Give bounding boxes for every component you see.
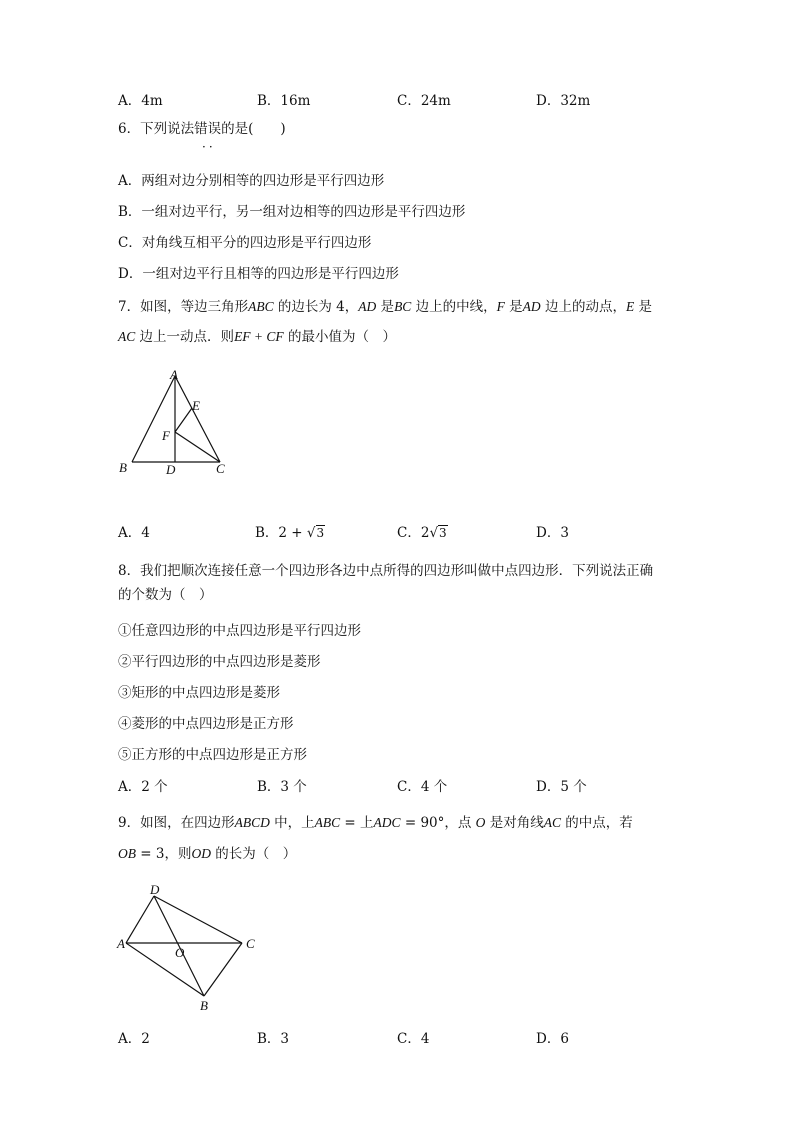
q8-statement-3: ③矩形的中点四边形是菱形 — [118, 685, 280, 701]
q9-label-a: A — [117, 936, 125, 951]
q8-statement-1: ①任意四边形的中点四边形是平行四边形 — [118, 623, 361, 639]
sqrt-symbol: √3 — [429, 525, 447, 541]
q8-statement-2: ②平行四边形的中点四边形是菱形 — [118, 654, 321, 670]
q5-option-b: B．16m — [257, 93, 311, 109]
q7-stem-line2: AC 边上一动点．则EF + CF 的最小值为（ ） — [118, 329, 396, 345]
q9-quadrilateral-figure — [112, 880, 272, 1016]
q7-option-d: D．3 — [536, 525, 569, 541]
q9-label-b: B — [200, 998, 208, 1013]
q9-stem-line2: OB = 3，则OD 的长为（ ） — [118, 846, 297, 862]
q7-stem-line1: 7．如图，等边三角形ABC 的边长为 4，AD 是BC 边上的中线，F 是AD 边上的动点，E 是 — [118, 299, 653, 315]
q9-option-d: D．6 — [536, 1031, 569, 1047]
q6-stem: 6．下列说法错误的是( ) — [118, 121, 286, 137]
q7-option-b: B．2 + √3 — [255, 525, 325, 541]
q8-option-d: D．5 个 — [536, 779, 587, 795]
q8-option-c: C．4 个 — [397, 779, 448, 795]
sqrt-symbol: √3 — [306, 525, 325, 541]
q9-option-c: C．4 — [397, 1031, 430, 1047]
q6-option-d: D．一组对边平行且相等的四边形是平行四边形 — [118, 266, 399, 282]
q6-option-c: C．对角线互相平分的四边形是平行四边形 — [118, 235, 372, 251]
q9-label-d: D — [150, 882, 160, 897]
q8-stem-line2: 的个数为（ ） — [118, 587, 213, 603]
q8-option-a: A．2 个 — [118, 779, 168, 795]
q7-label-b: B — [119, 460, 127, 475]
q7-label-a: A — [170, 368, 178, 382]
q5-option-a: A．4m — [118, 93, 163, 109]
q7-triangle-figure — [112, 368, 242, 480]
q7-label-c: C — [216, 461, 225, 476]
q7-option-c: C．2√3 — [397, 525, 447, 541]
q8-option-b: B．3 个 — [257, 779, 307, 795]
q6-option-a: A．两组对边分别相等的四边形是平行四边形 — [118, 173, 385, 189]
q6-option-b: B．一组对边平行，另一组对边相等的四边形是平行四边形 — [118, 204, 466, 220]
q7-label-f: F — [162, 428, 170, 443]
q7-label-d: D — [166, 462, 176, 477]
q6-emphasis-dots: ·· — [202, 140, 216, 154]
q9-label-c: C — [246, 936, 255, 951]
q7-label-e: E — [192, 398, 200, 413]
q8-statement-4: ④菱形的中点四边形是正方形 — [118, 716, 294, 732]
q8-stem-line1: 8．我们把顺次连接任意一个四边形各边中点所得的四边形叫做中点四边形．下列说法正确 — [118, 563, 654, 579]
q7-option-a: A．4 — [118, 525, 150, 541]
q5-option-c: C．24m — [397, 93, 451, 109]
q8-statement-5: ⑤正方形的中点四边形是正方形 — [118, 747, 307, 763]
q9-option-b: B．3 — [257, 1031, 290, 1047]
q9-label-o: O — [175, 945, 185, 960]
q9-stem-line1: 9．如图，在四边形ABCD 中，上ABC = 上ADC = 90°，点 O 是对角线AC 的中点，若 — [118, 815, 633, 831]
q5-option-d: D．32m — [536, 93, 591, 109]
q9-option-a: A．2 — [118, 1031, 150, 1047]
